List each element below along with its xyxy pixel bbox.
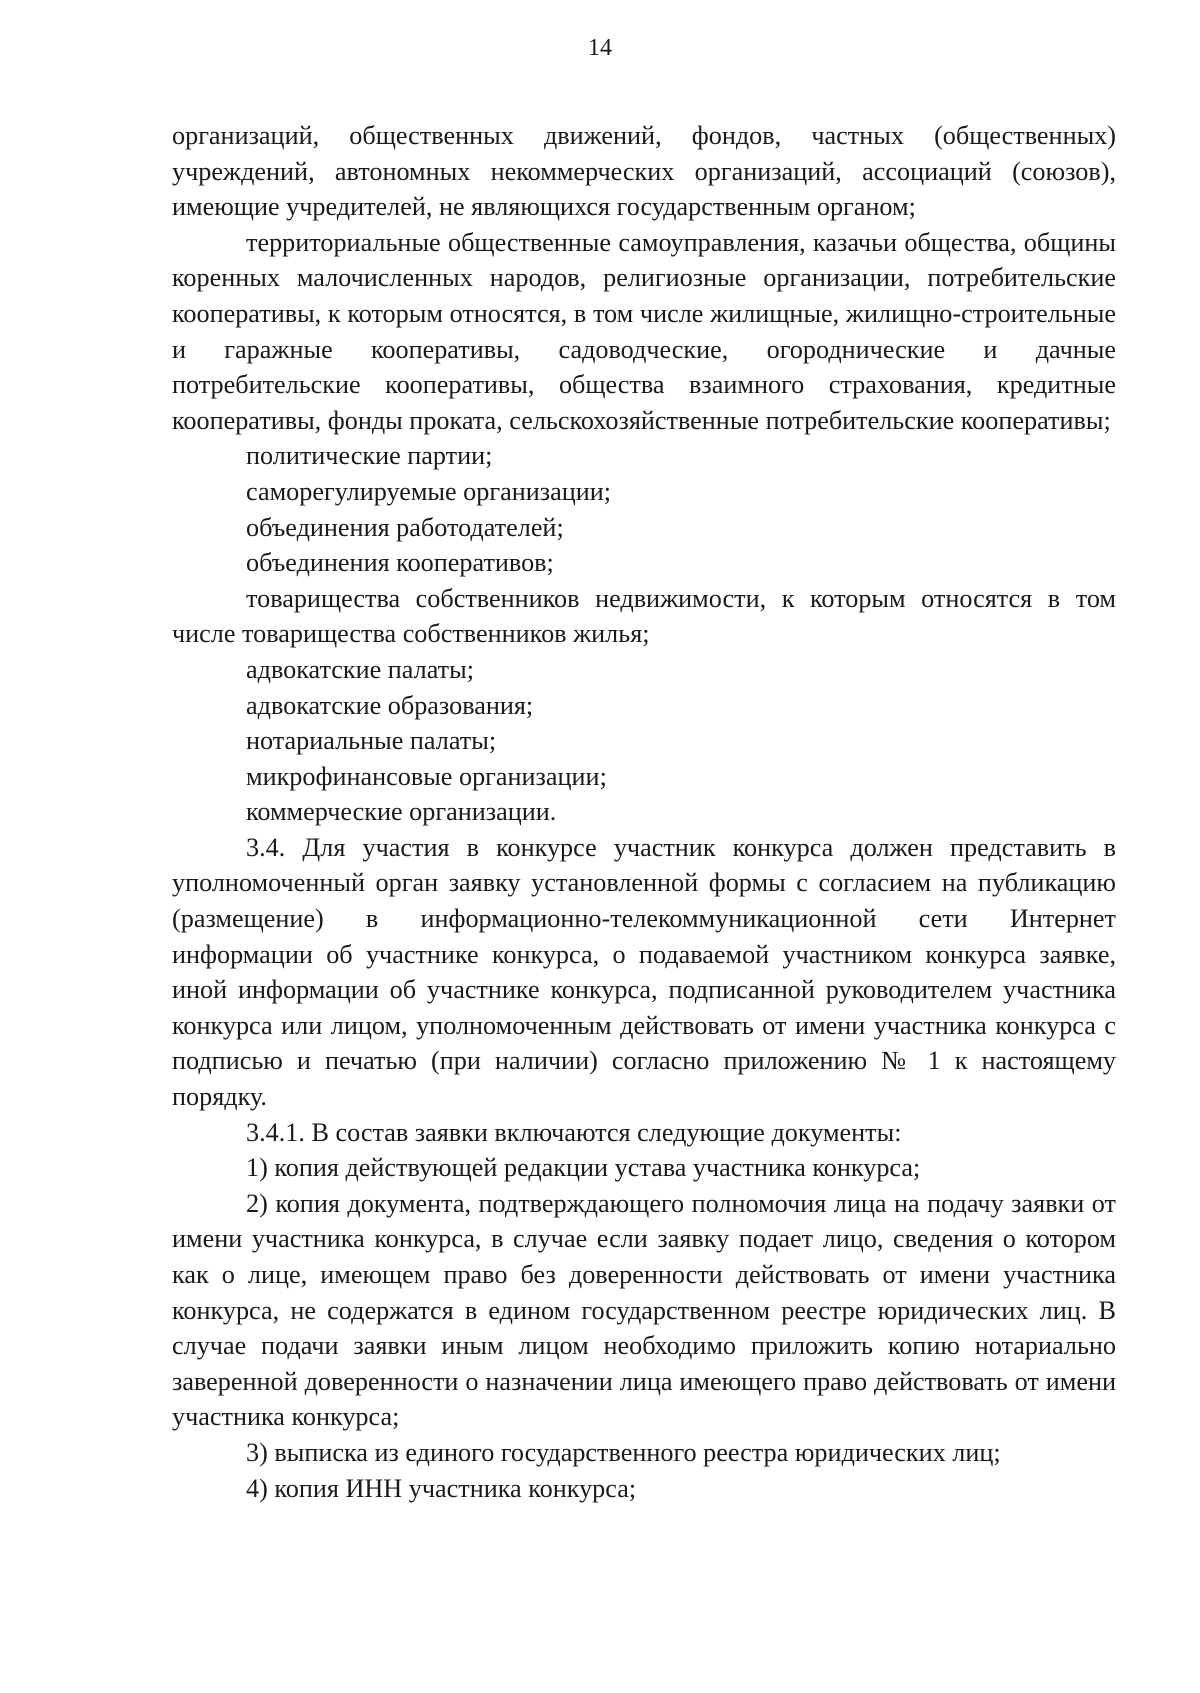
section-3-4: 3.4. Для участия в конкурсе участник конкурса должен представить в уполномоченный орган заявку установленной формы с согласием на публикацию (размещение) в информационно-телекоммуникационной сети Интернет информации об участнике конкурса, о подаваемой участником конкурса заявке, иной информации об участнике конкурса, подписанной руководителем участника конкурса или лицом, уполномоченным действовать от имени участника конкурса с подписью и печатью (при наличии) согласно приложению № 1 к настоящему порядку. bbox=[172, 832, 1116, 1112]
document-item-1: 1) копия действующей редакции устава участника конкурса; bbox=[246, 1153, 921, 1183]
list-item-employers-unions: объединения работодателей; bbox=[246, 512, 564, 542]
section-3-4-1: 3.4.1. В состав заявки включаются следующие документы: bbox=[246, 1117, 902, 1147]
document-item-3: 3) выписка из единого государственного реестра юридических лиц; bbox=[246, 1437, 1001, 1467]
list-item-self-regulating: саморегулируемые организации; bbox=[246, 476, 612, 506]
list-item-microfinance: микрофинансовые организации; bbox=[246, 761, 607, 791]
list-item-commercial: коммерческие организации. bbox=[246, 797, 557, 827]
page-number: 14 bbox=[588, 35, 612, 61]
document-item-2: 2) копия документа, подтверждающего полномочия лица на подачу заявки от имени участника конкурса, в случае если заявку подает лицо, сведения о котором как о лице, имеющем право без доверенности действовать от имени участника конкурса, не содержатся в едином государственном реестре юридических лиц. В случае подачи заявки иным лицом необходимо приложить копию нотариально заверенной доверенности о назначении лица имеющего право действовать от имени участника конкурса; bbox=[172, 1188, 1116, 1432]
list-item-notary-chambers: нотариальные палаты; bbox=[246, 726, 497, 756]
list-item-bar-chambers: адвокатские палаты; bbox=[246, 654, 474, 684]
document-body bbox=[172, 118, 1116, 1506]
list-item-bar-formations: адвокатские образования; bbox=[246, 690, 534, 720]
list-item-political-parties: политические партии; bbox=[246, 441, 493, 471]
paragraph-property-owners: товарищества собственников недвижимости, к которым относятся в том числе товарищества собственников жилья; bbox=[172, 583, 1116, 649]
paragraph-continuation: организаций, общественных движений, фондов, частных (общественных) учреждений, автономных некоммерческих организаций, ассоциаций (союзов), имеющие учредителей, не являющихся государственным органом; bbox=[172, 121, 1116, 222]
list-item-cooperatives-unions: объединения кооперативов; bbox=[246, 548, 554, 578]
document-item-4: 4) копия ИНН участника конкурса; bbox=[246, 1473, 637, 1503]
paragraph-territorial-organizations: территориальные общественные самоуправления, казачьи общества, общины коренных малочисленных народов, религиозные организации, потребительские кооперативы, к которым относятся, в том числе жилищные, жилищно-строительные и гаражные кооперативы, садоводческие, огороднические и дачные потребительские кооперативы, общества взаимного страхования, кредитные кооперативы, фонды проката, сельскохозяйственные потребительские кооперативы; bbox=[172, 227, 1116, 435]
